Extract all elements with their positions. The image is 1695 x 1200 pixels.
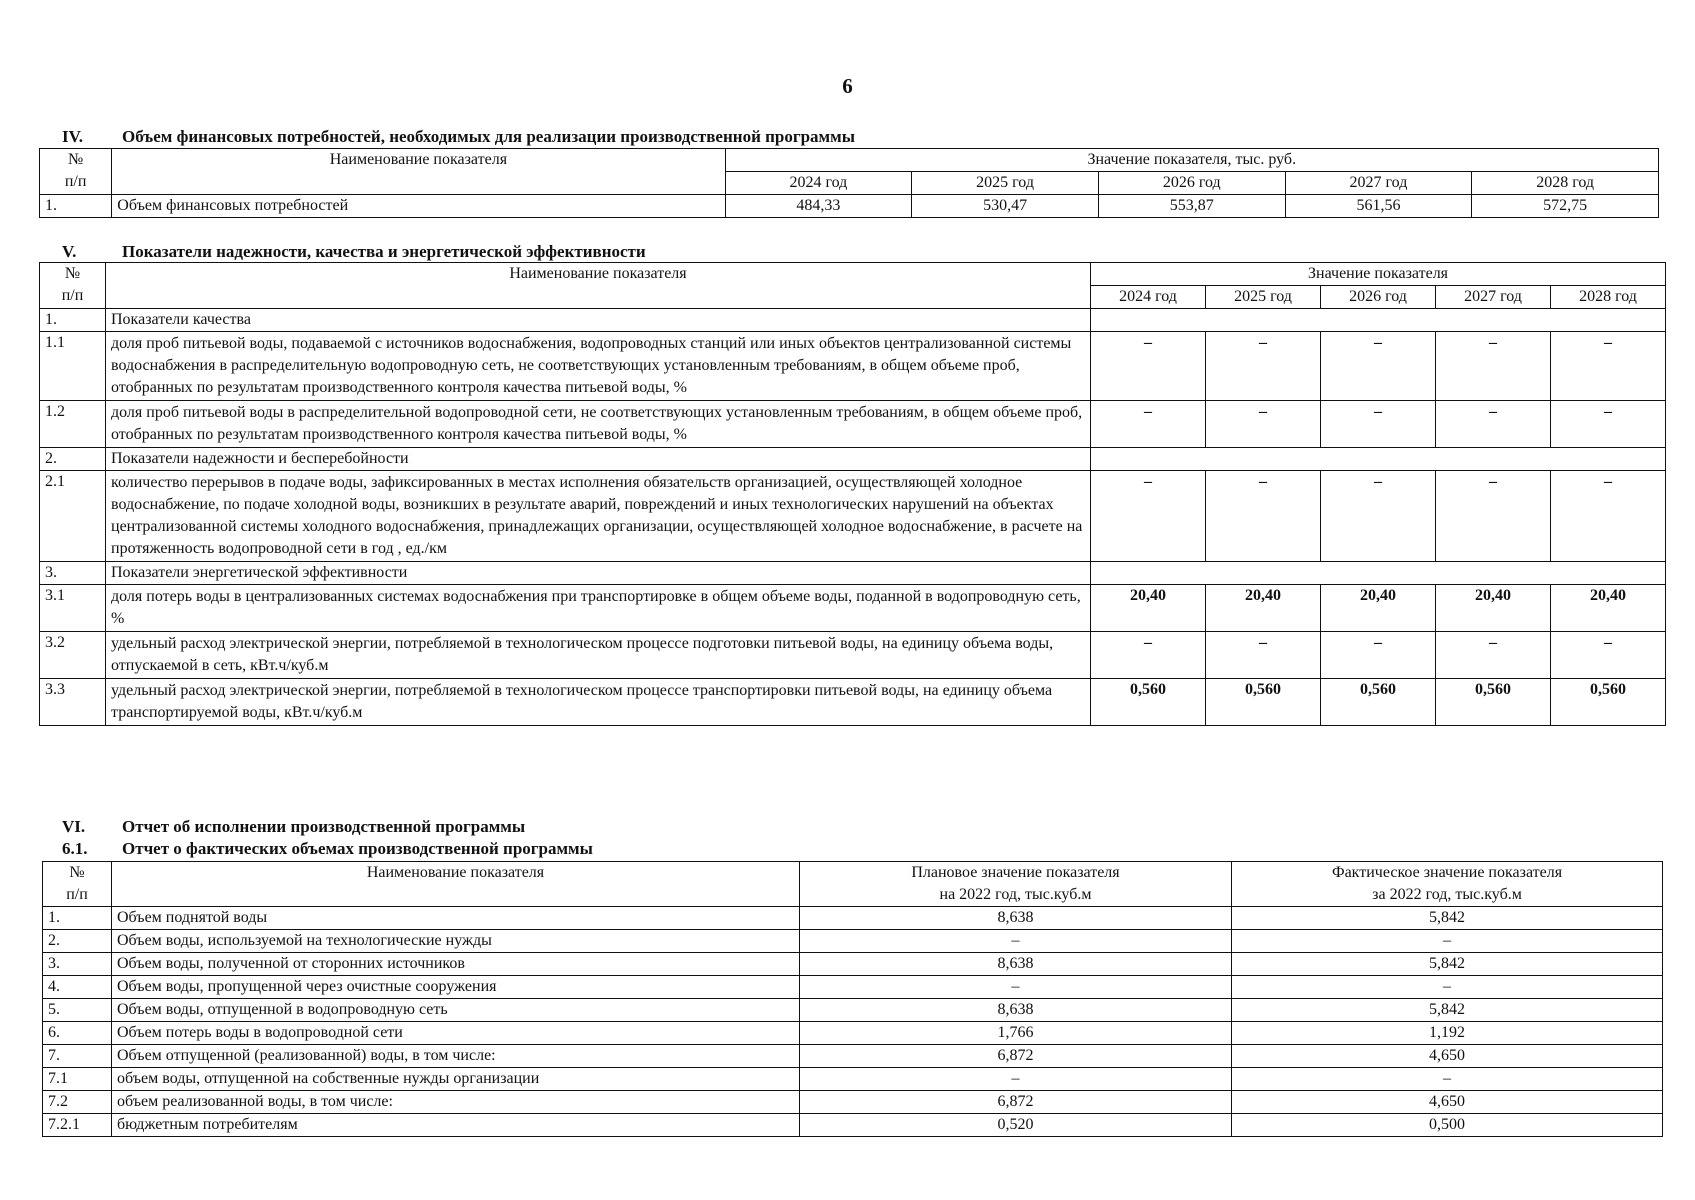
table-row [40,401,1666,448]
row-value: – [1206,632,1321,679]
row-value: 0,560 [1206,679,1321,726]
row-name: Объем воды, отпущенной в водопроводную сеть [112,999,800,1022]
row-fact-value: – [1232,976,1663,999]
table-row [40,471,1666,562]
row-value: – [1436,332,1551,401]
year-header: 2027 год [1436,286,1551,309]
row-name: Объем воды, полученной от сторонних источников [112,953,800,976]
page-number: 6 [842,74,853,98]
col-name-header: Наименование показателя [112,149,725,195]
row-plan-value: 8,638 [800,953,1232,976]
row-name: доля проб питьевой воды, подаваемой с источников водоснабжения, водопроводных станций или иных объектов централизованной системы водоснабжения в распределительную водопроводную сеть, не соответствующих установленным требованиям, в общем объеме проб, отобранных по результатам производственного контроля качества питьевой воды, % [106,332,1091,401]
row-value: 484,33 [725,195,912,218]
row-value: – [1436,632,1551,679]
row-value: – [1091,632,1206,679]
row-number: 4. [43,976,112,999]
row-name: бюджетным потребителям [112,1114,800,1137]
table-row [43,1068,1663,1091]
group-row [40,448,1666,471]
col-value-group-header: Значение показателя, тыс. руб. [725,149,1658,172]
section-6-1-title: Отчет о фактических объемах производственной программы [122,839,593,858]
group-name: Показатели надежности и бесперебойности [106,448,1091,471]
section-6-heading [62,817,525,837]
row-number: 2. [43,930,112,953]
row-number: 7.2.1 [43,1114,112,1137]
row-fact-value: 5,842 [1232,953,1663,976]
row-number: 2. [40,448,106,471]
row-value: 0,560 [1321,679,1436,726]
row-value: – [1206,401,1321,448]
year-header: 2024 год [1091,286,1206,309]
row-value: – [1321,401,1436,448]
table-row [43,999,1663,1022]
col-num-header: № п/п [43,862,112,907]
section-5-title: Показатели надежности, качества и энергетической эффективности [122,242,646,261]
row-fact-value: – [1232,930,1663,953]
row-value: – [1321,332,1436,401]
row-number: 3.2 [40,632,106,679]
row-name: объем реализованной воды, в том числе: [112,1091,800,1114]
row-value: – [1091,401,1206,448]
col-fact-header: Фактическое значение показателя за 2022 год, тыс.куб.м [1232,862,1663,907]
row-number: 1. [40,195,112,218]
row-name: Объем потерь воды в водопроводной сети [112,1022,800,1045]
row-number: 5. [43,999,112,1022]
row-name: Объем поднятой воды [112,907,800,930]
row-plan-value: 1,766 [800,1022,1232,1045]
row-value: – [1091,471,1206,562]
table-row [43,1091,1663,1114]
table-row [40,195,1659,218]
table-row [43,1114,1663,1137]
section-4-heading [62,127,855,147]
row-name: Объем отпущенной (реализованной) воды, в том числе: [112,1045,800,1068]
table-row [40,632,1666,679]
group-row [40,562,1666,585]
row-number: 7.2 [43,1091,112,1114]
row-number: 3.3 [40,679,106,726]
row-value: – [1321,632,1436,679]
year-header: 2027 год [1285,172,1472,195]
group-name: Показатели энергетической эффективности [106,562,1091,585]
row-value: – [1551,332,1666,401]
year-header: 2028 год [1551,286,1666,309]
row-value: – [1206,332,1321,401]
row-value: – [1551,401,1666,448]
row-value: – [1436,401,1551,448]
row-value: 0,560 [1436,679,1551,726]
row-number: 3. [43,953,112,976]
year-header: 2026 год [1321,286,1436,309]
row-value: 0,560 [1551,679,1666,726]
table-row [43,930,1663,953]
row-value: 20,40 [1321,585,1436,632]
row-name: Объем воды, пропущенной через очистные сооружения [112,976,800,999]
financial-needs-table [39,148,1659,218]
row-value: – [1551,471,1666,562]
row-name: Объем финансовых потребностей [112,195,725,218]
reliability-indicators-table [39,262,1666,726]
row-value: – [1551,632,1666,679]
col-plan-header: Плановое значение показателя на 2022 год, тыс.куб.м [800,862,1232,907]
row-value: 20,40 [1206,585,1321,632]
col-name-header: Наименование показателя [112,862,800,907]
col-num-header: № п/п [40,263,106,309]
row-number: 2.1 [40,471,106,562]
row-fact-value: 0,500 [1232,1114,1663,1137]
row-value: 572,75 [1472,195,1659,218]
row-value: 20,40 [1436,585,1551,632]
table-row [43,976,1663,999]
row-number: 1.2 [40,401,106,448]
section-6-number: VI. [62,817,86,836]
row-name: удельный расход электрической энергии, потребляемой в технологическом процессе подготовки питьевой воды, на единицу объема воды, отпускаемой в сеть, кВт.ч/куб.м [106,632,1091,679]
row-plan-value: – [800,930,1232,953]
section-5-number: V. [62,242,77,261]
row-name: удельный расход электрической энергии, потребляемой в технологическом процессе транспортировки питьевой воды, на единицу объема транспортируемой воды, кВт.ч/куб.м [106,679,1091,726]
group-name: Показатели качества [106,309,1091,332]
row-value: 530,47 [912,195,1099,218]
row-number: 3. [40,562,106,585]
year-header: 2026 год [1098,172,1285,195]
row-fact-value: 5,842 [1232,907,1663,930]
row-value: – [1321,471,1436,562]
row-name: доля потерь воды в централизованных системах водоснабжения при транспортировке в общем объеме воды, поданной в водопроводную сеть, % [106,585,1091,632]
row-fact-value: 4,650 [1232,1091,1663,1114]
row-value: 20,40 [1551,585,1666,632]
row-value: 20,40 [1091,585,1206,632]
row-plan-value: – [800,976,1232,999]
row-number: 7.1 [43,1068,112,1091]
section-6-title: Отчет об исполнении производственной программы [122,817,526,836]
section-6-1-heading [62,839,593,859]
table-row [40,585,1666,632]
row-value: – [1091,332,1206,401]
section-6-1-number: 6.1. [62,839,88,858]
row-plan-value: 0,520 [800,1114,1232,1137]
table-row [43,1022,1663,1045]
row-value: – [1436,471,1551,562]
row-name: объем воды, отпущенной на собственные нужды организации [112,1068,800,1091]
row-fact-value: 5,842 [1232,999,1663,1022]
section-4-title: Объем финансовых потребностей, необходимых для реализации производственной программы [122,127,855,146]
actual-volumes-table [42,861,1663,1137]
section-4-number: IV. [62,127,83,146]
table-row [43,1045,1663,1068]
year-header: 2025 год [1206,286,1321,309]
group-spacer [1091,448,1666,471]
row-name: доля проб питьевой воды в распределительной водопроводной сети, не соответствующих установленным требованиям, в общем объеме проб, отобранных по результатам производственного контроля качества питьевой воды, % [106,401,1091,448]
row-fact-value: 4,650 [1232,1045,1663,1068]
col-name-header: Наименование показателя [106,263,1091,309]
row-plan-value: – [800,1068,1232,1091]
row-plan-value: 6,872 [800,1091,1232,1114]
row-value: 0,560 [1091,679,1206,726]
year-header: 2024 год [725,172,912,195]
row-number: 1. [40,309,106,332]
row-value: – [1206,471,1321,562]
table-row [43,907,1663,930]
row-plan-value: 8,638 [800,907,1232,930]
year-header: 2025 год [912,172,1099,195]
group-row [40,309,1666,332]
table-row [40,679,1666,726]
row-number: 1.1 [40,332,106,401]
section-5-heading [62,242,646,262]
col-num-header: № п/п [40,149,112,195]
col-value-group-header: Значение показателя [1091,263,1666,286]
table-row [40,332,1666,401]
row-number: 1. [43,907,112,930]
row-number: 7. [43,1045,112,1068]
row-value: 561,56 [1285,195,1472,218]
row-name: количество перерывов в подаче воды, зафиксированных в местах исполнения обязательств организацией, осуществляющей холодное водоснабжение, по подаче холодной воды, возникших в результате аварий, повреждений и иных технологических нарушений на объектах централизованной системы холодного водоснабжения, принадлежащих организации, осуществляющей холодное водоснабжение, в расчете на протяженность водопроводной сети в год , ед./км [106,471,1091,562]
group-spacer [1091,562,1666,585]
row-value: 553,87 [1098,195,1285,218]
row-number: 3.1 [40,585,106,632]
row-plan-value: 6,872 [800,1045,1232,1068]
table-row [43,953,1663,976]
year-header: 2028 год [1472,172,1659,195]
row-fact-value: 1,192 [1232,1022,1663,1045]
row-number: 6. [43,1022,112,1045]
row-plan-value: 8,638 [800,999,1232,1022]
row-fact-value: – [1232,1068,1663,1091]
row-name: Объем воды, используемой на технологические нужды [112,930,800,953]
group-spacer [1091,309,1666,332]
